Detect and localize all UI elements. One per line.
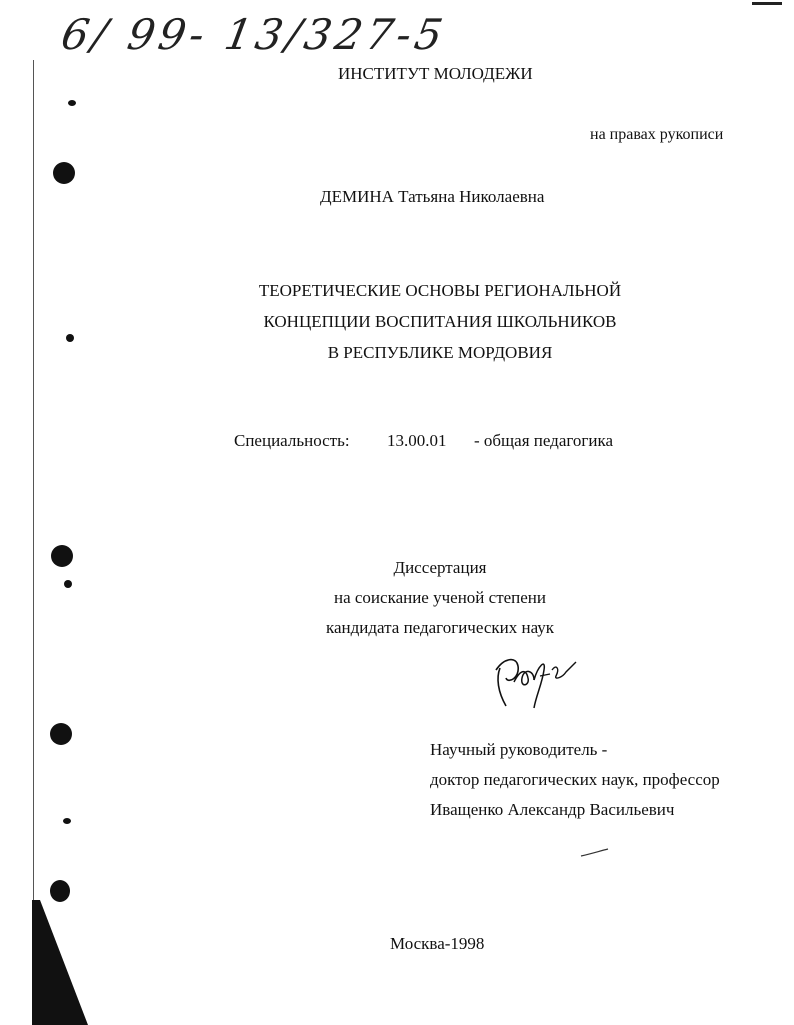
specialty-name: - общая педагогика <box>474 431 614 450</box>
scientific-supervisor <box>430 735 720 825</box>
pen-stroke <box>580 848 610 858</box>
binder-hole <box>53 162 75 184</box>
dissertation-title <box>240 275 640 368</box>
specialty-code: 13.00.01 <box>387 431 447 450</box>
title-line: ТЕОРЕТИЧЕСКИЕ ОСНОВЫ РЕГИОНАЛЬНОЙ <box>258 281 622 300</box>
degree-statement <box>290 553 590 643</box>
city-and-year: Москва-1998 <box>390 934 485 953</box>
scan-edge-line <box>33 60 34 1020</box>
supervisor-line: Иващенко Александр Васильевич <box>430 800 675 819</box>
manuscript-note: на правах рукописи <box>590 126 724 143</box>
handwritten-archive-number: 6/ 99- 13/327-5 <box>57 10 451 59</box>
degree-line: Диссертация <box>393 558 487 577</box>
scan-edge-line <box>752 2 782 5</box>
handwritten-signature <box>490 648 580 710</box>
title-line: В РЕСПУБЛИКЕ МОРДОВИЯ <box>327 343 553 362</box>
supervisor-line: доктор педагогических наук, профессор <box>430 770 720 789</box>
degree-line: кандидата педагогических наук <box>325 618 555 637</box>
degree-line: на соискание ученой степени <box>333 588 547 607</box>
institute-name: ИНСТИТУТ МОЛОДЕЖИ <box>338 64 533 83</box>
author-name: ДЕМИНА Татьяна Николаевна <box>320 187 545 206</box>
scan-speck <box>63 818 71 824</box>
binder-hole <box>50 723 72 745</box>
supervisor-line: Научный руководитель - <box>430 740 608 759</box>
specialty-label: Специальность: <box>234 431 350 450</box>
scan-edge-shadow <box>30 900 90 1025</box>
binder-hole <box>50 880 70 902</box>
binder-hole <box>51 545 73 567</box>
title-line: КОНЦЕПЦИИ ВОСПИТАНИЯ ШКОЛЬНИКОВ <box>263 312 617 331</box>
scan-speck <box>66 334 74 342</box>
scan-speck <box>68 100 76 106</box>
scan-speck <box>64 580 72 588</box>
